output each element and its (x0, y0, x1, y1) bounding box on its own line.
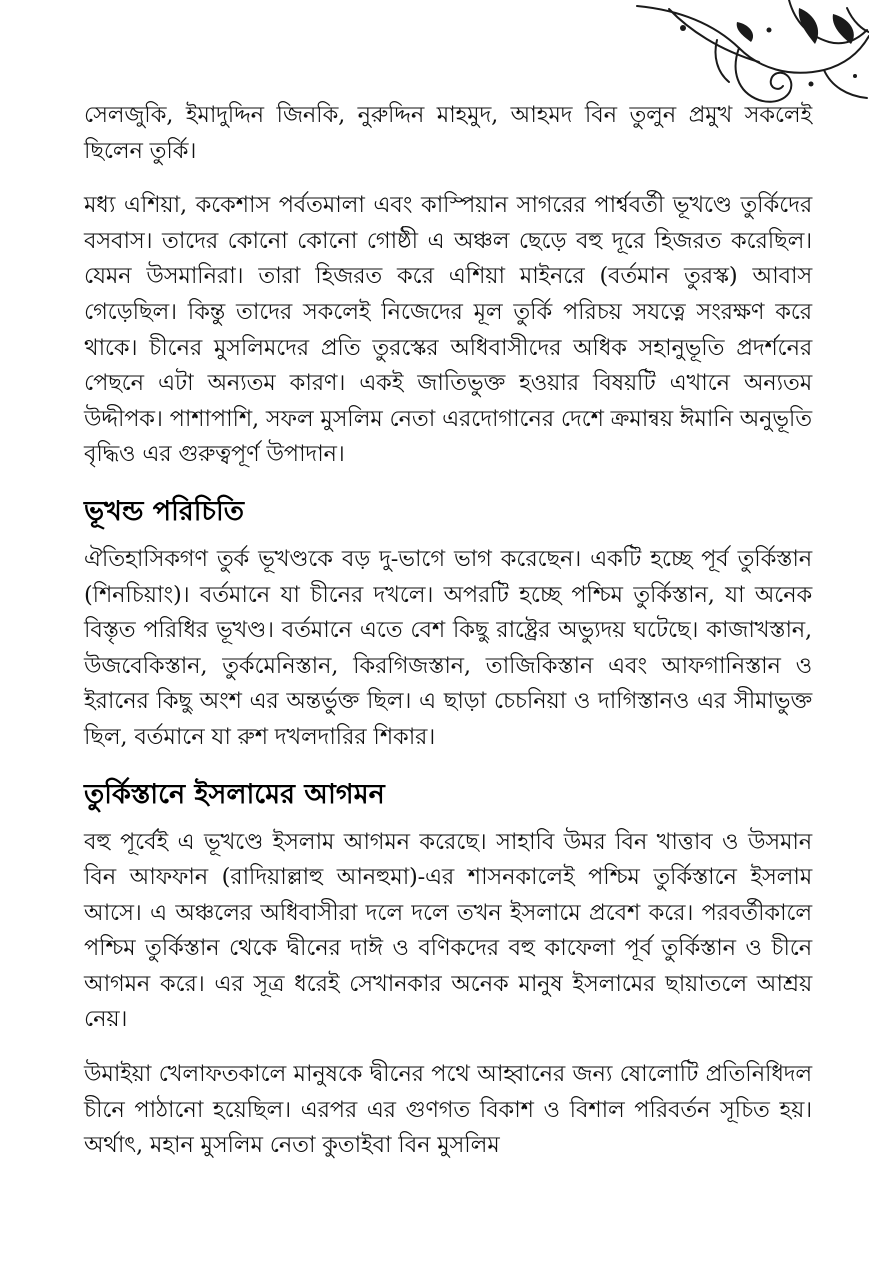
page-content (84, 98, 812, 1183)
intro-paragraph-2: মধ্য এশিয়া, ককেশাস পর্বতমালা এবং কাস্পিয়ান সাগরের পার্শ্ববর্তী ভূখণ্ডে তুর্কিদের বসবাস। তাদের কোনো কোনো গোষ্ঠী এ অঞ্চল ছেড়ে বহু দূরে হিজরত করেছিল। যেমন উসমানিরা। তারা হিজরত করে এশিয়া মাইনরে (বর্তমান তুরস্ক) আবাস গেড়েছিল। কিন্তু তাদের সকলেই নিজেদের মূল তুর্কি পরিচয় সযত্নে সংরক্ষণ করে থাকে। চীনের মুসলিমদের প্রতি তুরস্কের অধিবাসীদের অধিক সহানুভূতি প্রদর্শনের পেছনে এটা অন্যতম কারণ। একই জাতিভুক্ত হওয়ার বিষয়টি এখানে অন্যতম উদ্দীপক। পাশাপাশি, সফল মুসলিম নেতা এরদোগানের দেশে ক্রমান্বয় ঈমানি অনুভূতি বৃদ্ধিও এর গুরুত্বপূর্ণ উপাদান। (84, 192, 812, 468)
intro-paragraph-1: সেলজুকি, ইমাদুদ্দিন জিনকি, নুরুদ্দিন মাহমুদ, আহমদ বিন তুলুন প্রমুখ সকলেই ছিলেন তুর্কি। (84, 102, 812, 164)
section-heading-islam-arrival: তুর্কিস্তানে ইসলামের আগমন (84, 778, 385, 810)
section-heading-territory: ভূখন্ড পরিচিতি (84, 495, 244, 527)
territory-paragraph: ঐতিহাসিকগণ তুর্ক ভূখণ্ডকে বড় দু-ভাগে ভাগ করেছেন। একটি হচ্ছে পূর্ব তুর্কিস্তান (শিনচিয়াং)। বর্তমানে যা চীনের দখলে। অপরটি হচ্ছে পশ্চিম তুর্কিস্তান, যা অনেক বিস্তৃত পরিধির ভূখণ্ড। বর্তমানে এতে বেশ কিছু রাষ্ট্রের অভ্যুদয় ঘটেছে। কাজাখস্তান, উজবেকিস্তান, তুর্কমেনিস্তান, কিরগিজস্তান, তাজিকিস্তান এবং আফগানিস্তান ও ইরানের কিছু অংশ এর অন্তর্ভুক্ত ছিল। এ ছাড়া চেচনিয়া ও দাগিস্তানও এর সীমাভুক্ত ছিল, বর্তমানে যা রুশ দখলদারির শিকার। (84, 545, 812, 750)
islam-arrival-paragraph-2: উমাইয়া খেলাফতকালে মানুষকে দ্বীনের পথে আহ্বানের জন্য ষোলোটি প্রতিনিধিদল চীনে পাঠানো হয়েছিল। এরপর এর গুণগত বিকাশ ও বিশাল পরিবর্তন সূচিত হয়। অর্থাৎ, মহান মুসলিম নেতা কুতাইবা বিন মুসলিম (84, 1061, 812, 1159)
islam-arrival-paragraph-1: বহু পূর্বেই এ ভূখণ্ডে ইসলাম আগমন করেছে। সাহাবি উমর বিন খাত্তাব ও উসমান বিন আফফান (রাদিয়াল্লাহু আনহুমা)-এর শাসনকালেই পশ্চিম তুর্কিস্তানে ইসলাম আসে। এ অঞ্চলের অধিবাসীরা দলে দলে তখন ইসলামে প্রবেশ করে। পরবর্তীকালে পশ্চিম তুর্কিস্তান থেকে দ্বীনের দাঈ ও বণিকদের বহু কাফেলা পূর্ব তুর্কিস্তান ও চীনে আগমন করে। এর সূত্র ধরেই সেখানকার অনেক মানুষ ইসলামের ছায়াতলে আশ্রয় নেয়। (84, 828, 812, 1033)
